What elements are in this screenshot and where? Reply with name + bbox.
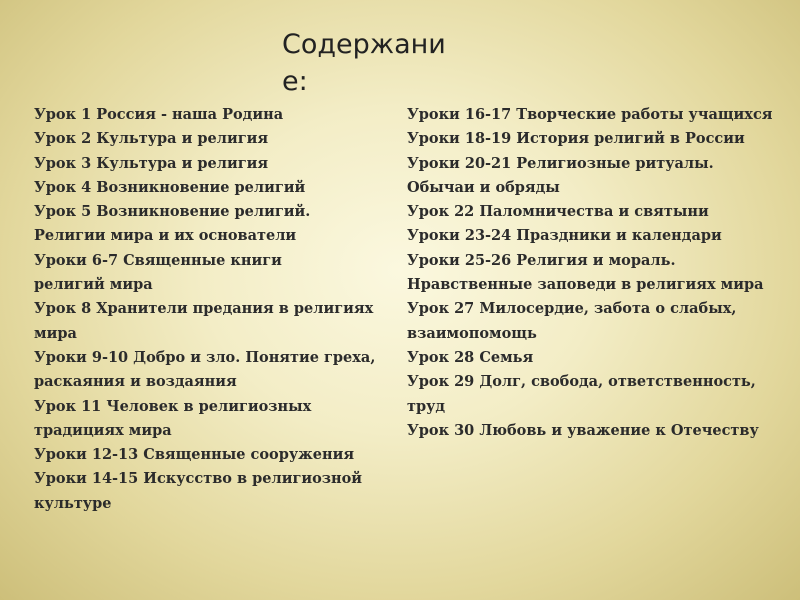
lesson-line: Урок 28 Семья (407, 348, 534, 366)
lesson-line: труд (407, 397, 446, 415)
lesson-item (34, 346, 404, 395)
lesson-line: Урок 5 Возникновение религий. (34, 203, 311, 221)
lesson-item (407, 152, 800, 201)
lesson-item (34, 297, 404, 346)
lesson-item (34, 200, 404, 249)
lesson-line: традициях мира (34, 421, 172, 439)
lesson-line: взаимопомощь (407, 324, 537, 342)
lesson-line: Обычаи и обряды (407, 178, 560, 196)
lesson-line: Урок 1 Россия - наша Родина (34, 106, 284, 123)
lesson-item (34, 152, 404, 176)
lesson-item (407, 370, 800, 419)
lesson-item (34, 467, 404, 516)
lesson-line: Уроки 16-17 Творческие работы учащихся (407, 106, 773, 123)
lesson-item (34, 127, 404, 151)
lesson-list-left (34, 103, 404, 516)
lesson-item (34, 176, 404, 200)
lesson-line: Урок 30 Любовь и уважение к Отечеству (407, 421, 759, 439)
lesson-item (407, 224, 800, 248)
lesson-item (407, 249, 800, 298)
lesson-item (34, 103, 404, 127)
lesson-line: Урок 3 Культура и религия (34, 154, 269, 172)
lesson-line: Уроки 12-13 Священные сооружения (34, 446, 355, 464)
lesson-line: культуре (34, 494, 112, 512)
lesson-line: религий мира (34, 276, 153, 294)
lesson-item (34, 249, 404, 298)
lesson-line: Урок 8 Хранители предания в религиях (34, 300, 374, 318)
lesson-line: Урок 2 Культура и религия (34, 130, 269, 148)
lesson-item (34, 395, 404, 444)
lesson-list-right (407, 103, 800, 443)
slide-title: Содержание: (282, 29, 446, 97)
lesson-item (407, 346, 800, 370)
lesson-line: Урок 4 Возникновение религий (34, 178, 306, 196)
lesson-item (34, 443, 404, 467)
lesson-line: Уроки 25-26 Религия и мораль. (407, 251, 676, 269)
lesson-item (407, 127, 800, 151)
lesson-line: раскаяния и воздаяния (34, 373, 237, 391)
lesson-line: Урок 27 Милосердие, забота о слабых, (407, 300, 737, 318)
lesson-line: Уроки 6-7 Священные книги (34, 251, 282, 269)
lesson-line: Урок 29 Долг, свобода, ответственность, (407, 373, 756, 391)
lesson-item (407, 103, 800, 127)
lesson-line: мира (34, 324, 77, 342)
lesson-line: Уроки 14-15 Искусство в религиозной (34, 470, 363, 488)
lesson-item (407, 297, 800, 346)
lesson-line: Уроки 23-24 Праздники и календари (407, 227, 722, 245)
lesson-line: Нравственные заповеди в религиях мира (407, 276, 764, 294)
lesson-line: Уроки 18-19 История религий в России (407, 130, 745, 148)
lesson-line: Урок 11 Человек в религиозных (34, 397, 312, 415)
lesson-line: Урок 22 Паломничества и святыни (407, 203, 709, 221)
lesson-item (407, 419, 800, 443)
lesson-line: Уроки 9-10 Добро и зло. Понятие греха, (34, 348, 376, 366)
lesson-item (407, 200, 800, 224)
lesson-line: Религии мира и их основатели (34, 227, 297, 245)
lesson-line: Уроки 20-21 Религиозные ритуалы. (407, 154, 714, 172)
